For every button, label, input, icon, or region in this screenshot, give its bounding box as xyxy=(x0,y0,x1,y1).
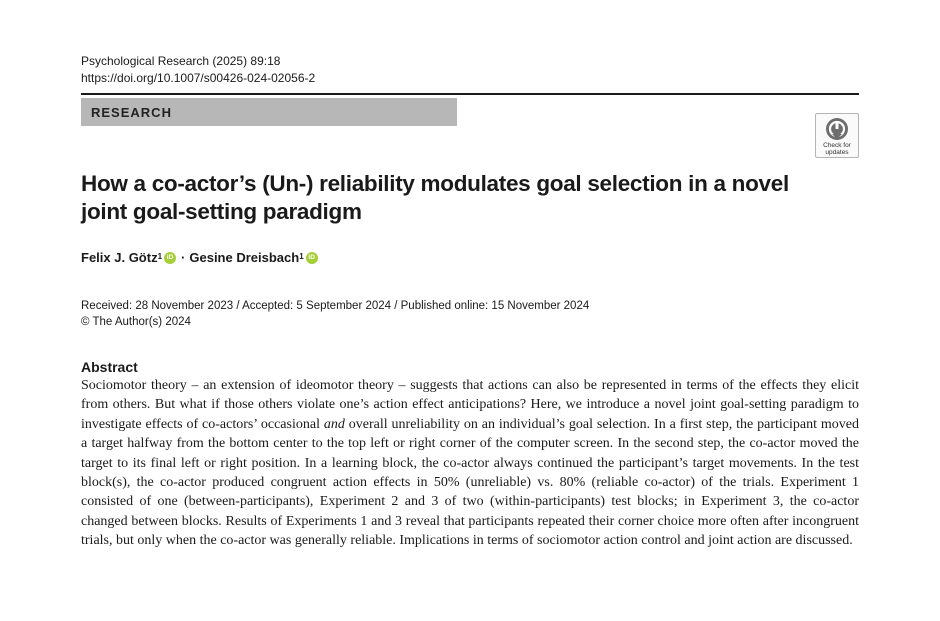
orcid-icon[interactable]: iD xyxy=(164,252,176,264)
publication-dates: Received: 28 November 2023 / Accepted: 5 September 2024 / Published online: 15 November 2024 xyxy=(81,300,590,312)
abstract-text-part-1: Sociomotor theory – an extension of ideomotor theory – suggests that actions can also be represented in terms of the effects they elicit from others. But what if those others violate one’s action effect anticipations? Here, we introduce a novel joint goal-setting paradigm to investigate effects of co-actors’ occasional xyxy=(81,378,859,432)
author-separator: · xyxy=(181,250,186,265)
check-for-updates-badge[interactable] xyxy=(815,113,859,158)
header-rule xyxy=(81,93,859,95)
author-list xyxy=(81,250,322,265)
check-updates-label-1: Check for xyxy=(823,142,851,149)
abstract-text-part-2: overall unreliability on an individual’s goal selection. In a first step, the participant moved a target halfway from the bottom center to the top left or right corner of the computer screen. In the second step, the co-actor moved the target to its final left or right position. In a learning block, the co-actor always continued the participant’s target movements. In the test block(s), the co-actor produced congruent action effects in 50% (unreliable) vs. 80% (reliable co-actor) of the trials. Experiment 1 consisted of one (between-participants), Experiment 2 and 3 of two (within-participants) test blocks; in Experiment 3, the co-actor changed between blocks. Results of Experiments 1 and 3 reveal that participants repeated their corner choice more often after incongruent trials, but only when the co-actor was generally reliable. Implications in terms of sociomotor action control and joint action are discussed. xyxy=(81,416,859,549)
section-band: RESEARCH xyxy=(81,98,457,126)
author-name: Gesine Dreisbach xyxy=(189,250,300,265)
author-name: Felix J. Götz xyxy=(81,250,158,265)
doi-link[interactable]: https://doi.org/10.1007/s00426-024-02056-2 xyxy=(81,71,316,85)
check-for-updates-icon xyxy=(825,117,849,141)
check-updates-label-2: updates xyxy=(825,149,849,156)
article-title: How a co-actor’s (Un-) reliability modulates goal selection in a novel joint goal-setting paradigm xyxy=(81,171,789,224)
copyright-notice: © The Author(s) 2024 xyxy=(81,316,191,328)
journal-citation: Psychological Research (2025) 89:18 xyxy=(81,54,281,68)
abstract-heading: Abstract xyxy=(81,359,138,375)
orcid-icon[interactable]: iD xyxy=(306,252,318,264)
abstract-text xyxy=(81,376,859,551)
abstract-emphasis: and xyxy=(323,416,345,432)
journal-header xyxy=(81,53,315,87)
author-affiliation: 1 xyxy=(299,252,304,261)
publication-dates-block xyxy=(81,298,589,330)
author-affiliation: 1 xyxy=(157,252,163,261)
